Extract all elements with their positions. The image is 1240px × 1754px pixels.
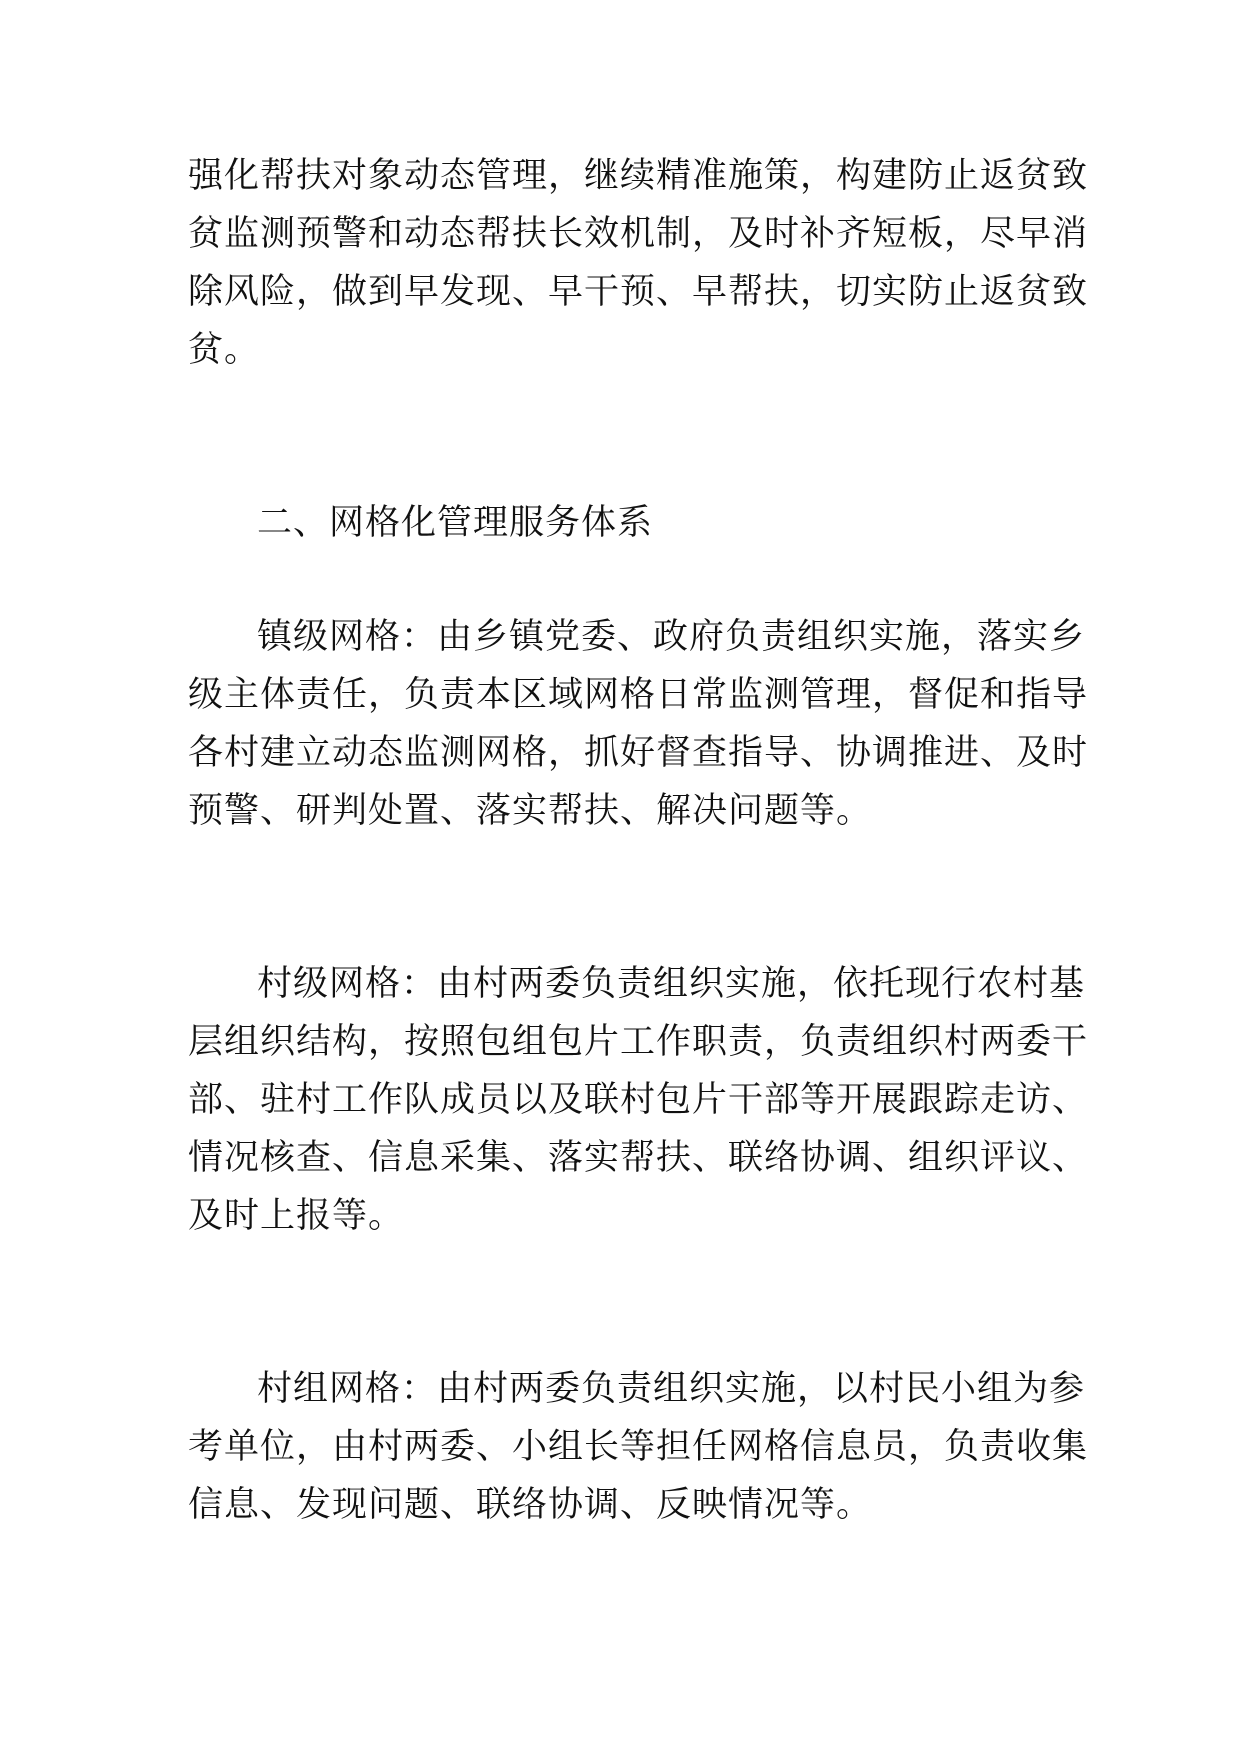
text-line: 部、驻村工作队成员以及联村包片干部等开展跟踪走访、 xyxy=(188,1080,1089,1120)
section-heading: 二、网格化管理服务体系 xyxy=(257,503,654,543)
text-line: 村级网格：由村两委负责组织实施，依托现行农村基 xyxy=(257,964,1086,1004)
text-line: 村组网格：由村两委负责组织实施，以村民小组为参 xyxy=(257,1369,1086,1409)
text-line: 级主体责任，负责本区域网格日常监测管理，督促和指导 xyxy=(188,675,1089,715)
text-line: 各村建立动态监测网格，抓好督查指导、协调推进、及时 xyxy=(188,733,1089,773)
text-line: 强化帮扶对象动态管理，继续精准施策，构建防止返贫致 xyxy=(188,156,1089,196)
text-line: 层组织结构，按照包组包片工作职责，负责组织村两委干 xyxy=(188,1022,1089,1062)
text-line: 除风险，做到早发现、早干预、早帮扶，切实防止返贫致 xyxy=(188,272,1089,312)
text-line: 考单位，由村两委、小组长等担任网格信息员，负责收集 xyxy=(188,1427,1089,1467)
text-line: 及时上报等。 xyxy=(188,1196,405,1236)
text-line: 信息、发现问题、联络协调、反映情况等。 xyxy=(188,1485,873,1525)
text-line: 情况核查、信息采集、落实帮扶、联络协调、组织评议、 xyxy=(188,1138,1089,1178)
text-line: 预警、研判处置、落实帮扶、解决问题等。 xyxy=(188,791,873,831)
text-line: 贫监测预警和动态帮扶长效机制，及时补齐短板，尽早消 xyxy=(188,214,1089,254)
text-line: 贫。 xyxy=(188,330,261,370)
text-line: 镇级网格：由乡镇党委、政府负责组织实施，落实乡 xyxy=(257,617,1086,657)
